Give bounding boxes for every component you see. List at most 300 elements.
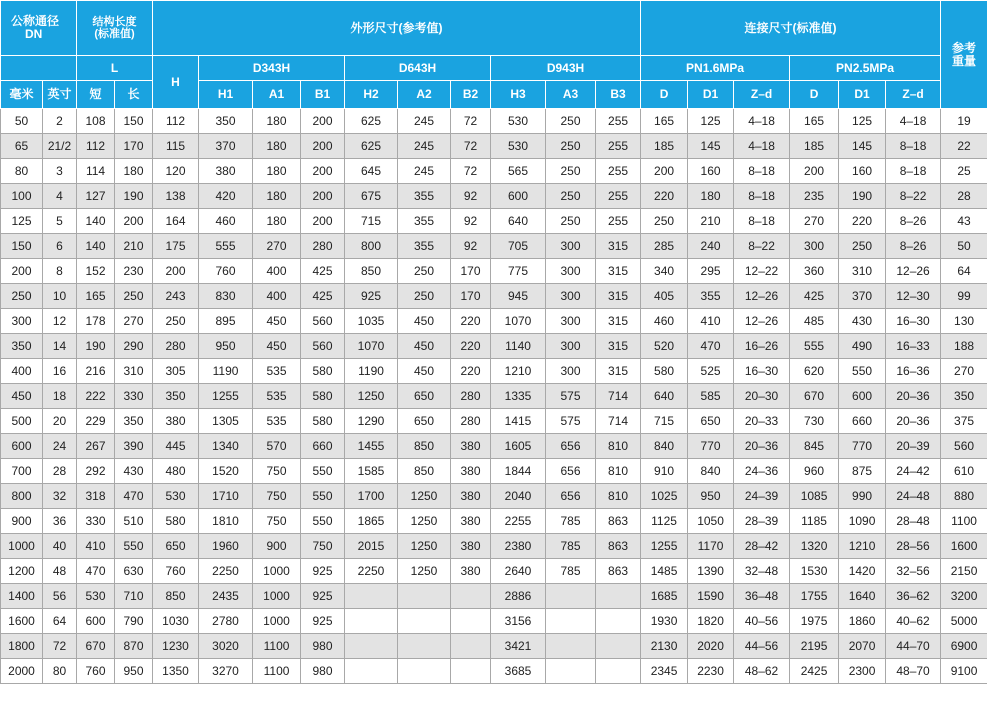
table-cell: 28–39 xyxy=(734,509,790,534)
table-cell: 245 xyxy=(398,159,451,184)
table-cell: 530 xyxy=(77,584,115,609)
table-cell: 245 xyxy=(398,134,451,159)
table-cell: 450 xyxy=(398,309,451,334)
table-cell: 650 xyxy=(398,384,451,409)
table-cell: 355 xyxy=(398,184,451,209)
table-cell: 380 xyxy=(451,534,491,559)
table-row xyxy=(1,184,987,209)
table-cell: 255 xyxy=(596,134,641,159)
table-row xyxy=(1,309,987,334)
table-cell: 350 xyxy=(153,384,199,409)
table-cell: 164 xyxy=(153,209,199,234)
table-cell: 360 xyxy=(790,259,839,284)
table-row xyxy=(1,109,987,134)
table-cell: 485 xyxy=(790,309,839,334)
table-cell xyxy=(345,659,398,684)
table-cell: 770 xyxy=(839,434,886,459)
table-cell: 670 xyxy=(790,384,839,409)
table-cell: 14 xyxy=(43,334,77,359)
table-cell xyxy=(345,584,398,609)
table-cell: 92 xyxy=(451,184,491,209)
table-cell: 600 xyxy=(77,609,115,634)
table-cell: 210 xyxy=(688,209,734,234)
table-cell: 28–56 xyxy=(886,534,941,559)
table-cell: 36 xyxy=(43,509,77,534)
table-cell: 2195 xyxy=(790,634,839,659)
table-cell: 4–18 xyxy=(734,109,790,134)
table-cell: 1190 xyxy=(199,359,253,384)
table-cell: 36–62 xyxy=(886,584,941,609)
table-cell: 880 xyxy=(941,484,987,509)
table-cell: 3200 xyxy=(941,584,987,609)
table-cell: 875 xyxy=(839,459,886,484)
table-cell: 470 xyxy=(115,484,153,509)
table-cell: 216 xyxy=(77,359,115,384)
table-cell: 750 xyxy=(253,509,301,534)
table-cell: 2345 xyxy=(641,659,688,684)
table-cell: 24–48 xyxy=(886,484,941,509)
table-cell: 250 xyxy=(1,284,43,309)
table-cell: 1250 xyxy=(398,509,451,534)
table-cell: 125 xyxy=(688,109,734,134)
table-cell xyxy=(596,659,641,684)
table-cell: 850 xyxy=(398,434,451,459)
header-PN16: PN1.6MPa xyxy=(641,56,790,81)
table-cell: 200 xyxy=(641,159,688,184)
table-cell: 585 xyxy=(688,384,734,409)
table-cell: 1860 xyxy=(839,609,886,634)
table-cell: 450 xyxy=(398,359,451,384)
table-cell: 50 xyxy=(1,109,43,134)
table-cell: 56 xyxy=(43,584,77,609)
table-cell: 510 xyxy=(115,509,153,534)
table-cell: 330 xyxy=(115,384,153,409)
header-D643H: D643H xyxy=(345,56,491,81)
table-cell: 190 xyxy=(839,184,886,209)
table-cell: 64 xyxy=(43,609,77,634)
table-cell: 760 xyxy=(77,659,115,684)
table-cell: 810 xyxy=(596,434,641,459)
table-cell: 580 xyxy=(153,509,199,534)
table-cell: 1200 xyxy=(1,559,43,584)
table-cell: 380 xyxy=(451,484,491,509)
table-cell: 12–26 xyxy=(886,259,941,284)
table-cell: 656 xyxy=(546,434,596,459)
table-cell: 250 xyxy=(641,209,688,234)
table-cell: 1335 xyxy=(491,384,546,409)
table-cell xyxy=(345,634,398,659)
table-cell: 222 xyxy=(77,384,115,409)
table-cell: 10 xyxy=(43,284,77,309)
table-cell: 550 xyxy=(301,484,345,509)
table-cell xyxy=(451,634,491,659)
header-D-pn25: D xyxy=(790,81,839,109)
table-cell: 20 xyxy=(43,409,77,434)
table-row xyxy=(1,284,987,309)
table-cell: 1100 xyxy=(941,509,987,534)
table-cell: 48–62 xyxy=(734,659,790,684)
table-cell: 115 xyxy=(153,134,199,159)
table-cell: 250 xyxy=(839,234,886,259)
table-cell: 180 xyxy=(253,159,301,184)
table-cell: 550 xyxy=(301,459,345,484)
table-cell: 2640 xyxy=(491,559,546,584)
table-cell: 2020 xyxy=(688,634,734,659)
table-cell: 5000 xyxy=(941,609,987,634)
table-cell: 640 xyxy=(641,384,688,409)
table-cell: 300 xyxy=(546,284,596,309)
table-cell: 8 xyxy=(43,259,77,284)
table-cell: 770 xyxy=(688,434,734,459)
table-cell: 125 xyxy=(839,109,886,134)
table-cell: 340 xyxy=(641,259,688,284)
table-cell: 1975 xyxy=(790,609,839,634)
table-cell: 8–18 xyxy=(734,209,790,234)
table-cell: 445 xyxy=(153,434,199,459)
table-header xyxy=(1,1,987,109)
table-cell: 152 xyxy=(77,259,115,284)
table-cell: 300 xyxy=(546,234,596,259)
table-cell: 1520 xyxy=(199,459,253,484)
table-cell: 925 xyxy=(301,609,345,634)
table-cell: 165 xyxy=(77,284,115,309)
table-cell: 220 xyxy=(451,359,491,384)
table-cell xyxy=(398,584,451,609)
table-cell: 112 xyxy=(77,134,115,159)
table-cell: 600 xyxy=(1,434,43,459)
table-cell: 560 xyxy=(301,309,345,334)
table-cell: 790 xyxy=(115,609,153,634)
table-cell: 6 xyxy=(43,234,77,259)
table-cell: 656 xyxy=(546,484,596,509)
table-cell: 200 xyxy=(790,159,839,184)
table-cell: 380 xyxy=(153,409,199,434)
table-cell: 1800 xyxy=(1,634,43,659)
table-cell: 44–56 xyxy=(734,634,790,659)
table-cell: 1290 xyxy=(345,409,398,434)
table-cell: 1255 xyxy=(199,384,253,409)
header-length: 结构长度 (标准值) xyxy=(77,1,153,56)
table-cell: 72 xyxy=(451,109,491,134)
header-inch: 英寸 xyxy=(43,81,77,109)
table-row xyxy=(1,159,987,184)
table-cell: 460 xyxy=(199,209,253,234)
table-cell: 114 xyxy=(77,159,115,184)
table-cell: 410 xyxy=(688,309,734,334)
table-cell: 1640 xyxy=(839,584,886,609)
table-cell: 863 xyxy=(596,559,641,584)
table-cell: 2250 xyxy=(199,559,253,584)
table-cell: 8–18 xyxy=(734,159,790,184)
table-cell xyxy=(451,584,491,609)
table-cell: 300 xyxy=(1,309,43,334)
table-cell: 28 xyxy=(941,184,987,209)
table-row xyxy=(1,234,987,259)
table-cell: 180 xyxy=(253,109,301,134)
table-cell: 4–18 xyxy=(886,109,941,134)
table-cell: 370 xyxy=(199,134,253,159)
table-cell: 990 xyxy=(839,484,886,509)
table-cell: 285 xyxy=(641,234,688,259)
table-cell: 840 xyxy=(641,434,688,459)
table-row xyxy=(1,559,987,584)
table-cell: 2015 xyxy=(345,534,398,559)
table-cell: 670 xyxy=(77,634,115,659)
table-cell: 1230 xyxy=(153,634,199,659)
header-Zd-pn16: Z–d xyxy=(734,81,790,109)
table-cell: 3421 xyxy=(491,634,546,659)
table-cell: 400 xyxy=(1,359,43,384)
table-cell: 25 xyxy=(941,159,987,184)
header-D943H: D943H xyxy=(491,56,641,81)
table-cell: 8–18 xyxy=(734,184,790,209)
table-cell: 580 xyxy=(641,359,688,384)
table-cell: 20–36 xyxy=(734,434,790,459)
table-cell: 660 xyxy=(839,409,886,434)
table-cell: 960 xyxy=(790,459,839,484)
table-cell: 1350 xyxy=(153,659,199,684)
table-cell: 8–26 xyxy=(886,209,941,234)
table-cell xyxy=(451,609,491,634)
table-cell: 550 xyxy=(839,359,886,384)
table-cell: 170 xyxy=(451,259,491,284)
table-cell: 714 xyxy=(596,384,641,409)
table-cell: 1250 xyxy=(398,484,451,509)
table-cell: 250 xyxy=(546,109,596,134)
table-cell: 620 xyxy=(790,359,839,384)
table-cell: 555 xyxy=(790,334,839,359)
table-cell: 9100 xyxy=(941,659,987,684)
header-connection: 连接尺寸(标准值) xyxy=(641,1,941,56)
table-cell: 318 xyxy=(77,484,115,509)
table-cell: 2130 xyxy=(641,634,688,659)
header-D343H: D343H xyxy=(199,56,345,81)
table-cell: 245 xyxy=(398,109,451,134)
table-cell: 1400 xyxy=(1,584,43,609)
table-cell: 65 xyxy=(1,134,43,159)
table-cell: 200 xyxy=(301,184,345,209)
table-cell: 40–62 xyxy=(886,609,941,634)
table-cell: 165 xyxy=(790,109,839,134)
table-cell: 240 xyxy=(688,234,734,259)
table-cell: 99 xyxy=(941,284,987,309)
table-cell: 24 xyxy=(43,434,77,459)
table-cell: 1455 xyxy=(345,434,398,459)
table-cell: 185 xyxy=(790,134,839,159)
table-row xyxy=(1,634,987,659)
table-cell: 290 xyxy=(115,334,153,359)
table-cell: 1320 xyxy=(790,534,839,559)
table-cell: 48 xyxy=(43,559,77,584)
table-cell: 1590 xyxy=(688,584,734,609)
table-cell: 715 xyxy=(641,409,688,434)
header-short: 短 xyxy=(77,81,115,109)
table-row xyxy=(1,384,987,409)
table-cell: 255 xyxy=(596,209,641,234)
table-cell: 1070 xyxy=(345,334,398,359)
table-cell: 570 xyxy=(253,434,301,459)
header-H2: H2 xyxy=(345,81,398,109)
table-cell: 350 xyxy=(1,334,43,359)
table-cell: 250 xyxy=(153,309,199,334)
table-cell: 280 xyxy=(451,384,491,409)
table-cell: 127 xyxy=(77,184,115,209)
table-cell: 750 xyxy=(301,534,345,559)
table-cell: 1185 xyxy=(790,509,839,534)
table-cell: 845 xyxy=(790,434,839,459)
table-cell: 92 xyxy=(451,209,491,234)
table-cell: 6900 xyxy=(941,634,987,659)
table-cell: 425 xyxy=(790,284,839,309)
table-cell: 165 xyxy=(641,109,688,134)
table-cell: 1190 xyxy=(345,359,398,384)
table-cell: 900 xyxy=(253,534,301,559)
table-cell: 650 xyxy=(398,409,451,434)
header-B1: B1 xyxy=(301,81,345,109)
table-cell: 188 xyxy=(941,334,987,359)
table-cell: 20–36 xyxy=(886,409,941,434)
table-cell: 1000 xyxy=(1,534,43,559)
table-cell: 112 xyxy=(153,109,199,134)
table-cell: 24–36 xyxy=(734,459,790,484)
table-cell: 945 xyxy=(491,284,546,309)
table-cell: 200 xyxy=(115,209,153,234)
table-cell: 145 xyxy=(839,134,886,159)
table-cell: 3156 xyxy=(491,609,546,634)
table-cell: 230 xyxy=(115,259,153,284)
table-cell: 580 xyxy=(301,384,345,409)
table-cell: 125 xyxy=(1,209,43,234)
table-row xyxy=(1,334,987,359)
table-cell: 560 xyxy=(301,334,345,359)
table-cell: 64 xyxy=(941,259,987,284)
table-cell: 760 xyxy=(199,259,253,284)
table-cell: 925 xyxy=(301,559,345,584)
table-cell: 138 xyxy=(153,184,199,209)
table-cell: 220 xyxy=(451,309,491,334)
table-cell: 560 xyxy=(941,434,987,459)
table-cell: 1700 xyxy=(345,484,398,509)
table-cell: 530 xyxy=(491,109,546,134)
table-cell: 5 xyxy=(43,209,77,234)
table-cell: 19 xyxy=(941,109,987,134)
table-cell xyxy=(398,659,451,684)
table-cell: 255 xyxy=(596,159,641,184)
table-cell: 2780 xyxy=(199,609,253,634)
table-cell: 1865 xyxy=(345,509,398,534)
table-cell: 625 xyxy=(345,134,398,159)
table-cell: 550 xyxy=(301,509,345,534)
header-H3: H3 xyxy=(491,81,546,109)
table-cell: 12–22 xyxy=(734,259,790,284)
table-cell: 380 xyxy=(451,434,491,459)
table-cell: 280 xyxy=(153,334,199,359)
table-cell: 8–26 xyxy=(886,234,941,259)
table-cell: 1530 xyxy=(790,559,839,584)
table-cell: 863 xyxy=(596,509,641,534)
table-cell: 870 xyxy=(115,634,153,659)
table-cell: 1305 xyxy=(199,409,253,434)
table-cell: 185 xyxy=(641,134,688,159)
table-cell: 24–42 xyxy=(886,459,941,484)
table-cell: 950 xyxy=(199,334,253,359)
table-cell: 8–22 xyxy=(734,234,790,259)
table-cell: 2230 xyxy=(688,659,734,684)
table-cell xyxy=(596,584,641,609)
table-cell: 250 xyxy=(115,284,153,309)
table-cell: 530 xyxy=(491,134,546,159)
table-cell xyxy=(398,634,451,659)
table-cell: 180 xyxy=(688,184,734,209)
table-cell: 28–42 xyxy=(734,534,790,559)
table-cell: 44–70 xyxy=(886,634,941,659)
table-cell: 355 xyxy=(398,234,451,259)
table-cell: 1685 xyxy=(641,584,688,609)
table-row xyxy=(1,134,987,159)
table-cell: 140 xyxy=(77,234,115,259)
table-cell: 530 xyxy=(153,484,199,509)
table-cell: 810 xyxy=(596,459,641,484)
header-dn-blank xyxy=(1,56,77,81)
table-cell xyxy=(546,659,596,684)
table-cell: 430 xyxy=(839,309,886,334)
table-cell: 250 xyxy=(398,259,451,284)
table-cell: 270 xyxy=(115,309,153,334)
table-cell: 640 xyxy=(491,209,546,234)
table-cell: 178 xyxy=(77,309,115,334)
table-cell: 425 xyxy=(301,259,345,284)
table-cell: 714 xyxy=(596,409,641,434)
table-cell: 270 xyxy=(790,209,839,234)
table-cell: 243 xyxy=(153,284,199,309)
table-cell: 315 xyxy=(596,259,641,284)
table-row xyxy=(1,659,987,684)
header-D1-pn16: D1 xyxy=(688,81,734,109)
table-cell: 715 xyxy=(345,209,398,234)
table-cell: 160 xyxy=(839,159,886,184)
header-dn: 公称通径 DN xyxy=(1,1,77,56)
table-cell: 630 xyxy=(115,559,153,584)
table-row xyxy=(1,259,987,284)
table-cell: 863 xyxy=(596,534,641,559)
table-cell: 380 xyxy=(451,559,491,584)
table-cell: 180 xyxy=(253,184,301,209)
table-cell: 190 xyxy=(115,184,153,209)
table-cell: 1000 xyxy=(253,559,301,584)
table-cell: 72 xyxy=(451,159,491,184)
table-cell: 1600 xyxy=(1,609,43,634)
table-cell: 850 xyxy=(345,259,398,284)
table-cell: 2150 xyxy=(941,559,987,584)
table-cell: 1250 xyxy=(345,384,398,409)
table-cell: 1170 xyxy=(688,534,734,559)
table-cell: 3685 xyxy=(491,659,546,684)
table-cell: 400 xyxy=(253,259,301,284)
table-cell: 1210 xyxy=(491,359,546,384)
table-cell: 2300 xyxy=(839,659,886,684)
table-cell: 1125 xyxy=(641,509,688,534)
table-row xyxy=(1,209,987,234)
table-cell: 980 xyxy=(301,634,345,659)
table-cell: 150 xyxy=(1,234,43,259)
table-cell: 150 xyxy=(115,109,153,134)
table-cell: 270 xyxy=(253,234,301,259)
table-cell xyxy=(345,609,398,634)
table-cell: 180 xyxy=(253,209,301,234)
table-cell xyxy=(398,609,451,634)
table-cell: 490 xyxy=(839,334,886,359)
table-cell: 785 xyxy=(546,534,596,559)
